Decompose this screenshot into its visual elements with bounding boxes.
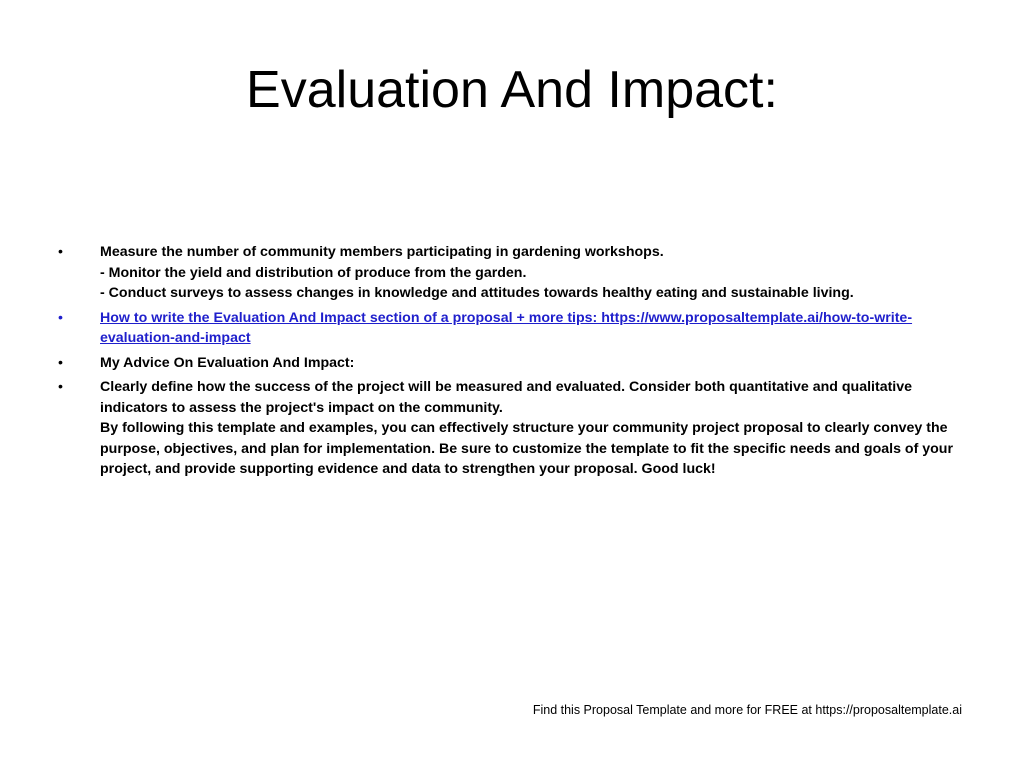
bullet-line: - Conduct surveys to assess changes in knowledge and attitudes towards healthy eating and sustainable living. (100, 285, 854, 301)
bullet-list (52, 242, 968, 484)
bullet-item-link (52, 308, 968, 349)
closing-paragraph: By following this template and examples, you can effectively structure your community project proposal to clearly convey the purpose, objectives, and plan for implementation. Be sure to customize the template to fit the specific needs and goals of your project, and provide supporting evidence and data to strengthen your proposal. Good luck! (100, 420, 953, 477)
bullet-body (100, 377, 968, 480)
bullet-icon: • (58, 379, 63, 395)
bullet-icon: • (58, 309, 63, 326)
bullet-icon: • (58, 354, 63, 371)
footer-note: Find this Proposal Template and more for FREE at https://proposaltemplate.ai (532, 703, 962, 717)
slide-title: Evaluation And Impact: (246, 61, 778, 119)
bullet-line: - Monitor the yield and distribution of produce from the garden. (100, 264, 527, 281)
advice-paragraph: Clearly define how the success of the project will be measured and evaluated. Consider both quantitative and qualitative indicators to assess the project's impact on the community. (100, 379, 913, 416)
bullet-icon: • (58, 244, 63, 260)
bullet-line: My Advice On Evaluation And Impact: (100, 354, 355, 371)
bullet-item-advice-heading (52, 353, 968, 374)
proposal-tips-link[interactable]: How to write the Evaluation And Impact section of a proposal + more tips: https://www.proposaltemplate.ai/how-to-write-evaluation-and-impact (100, 309, 913, 346)
bullet-body (100, 308, 968, 349)
bullet-item-measures (52, 242, 968, 304)
bullet-item-advice (52, 377, 968, 480)
bullet-body (100, 353, 968, 374)
bullet-line: Measure the number of community members participating in gardening workshops. (100, 244, 664, 260)
bullet-body (100, 242, 968, 304)
